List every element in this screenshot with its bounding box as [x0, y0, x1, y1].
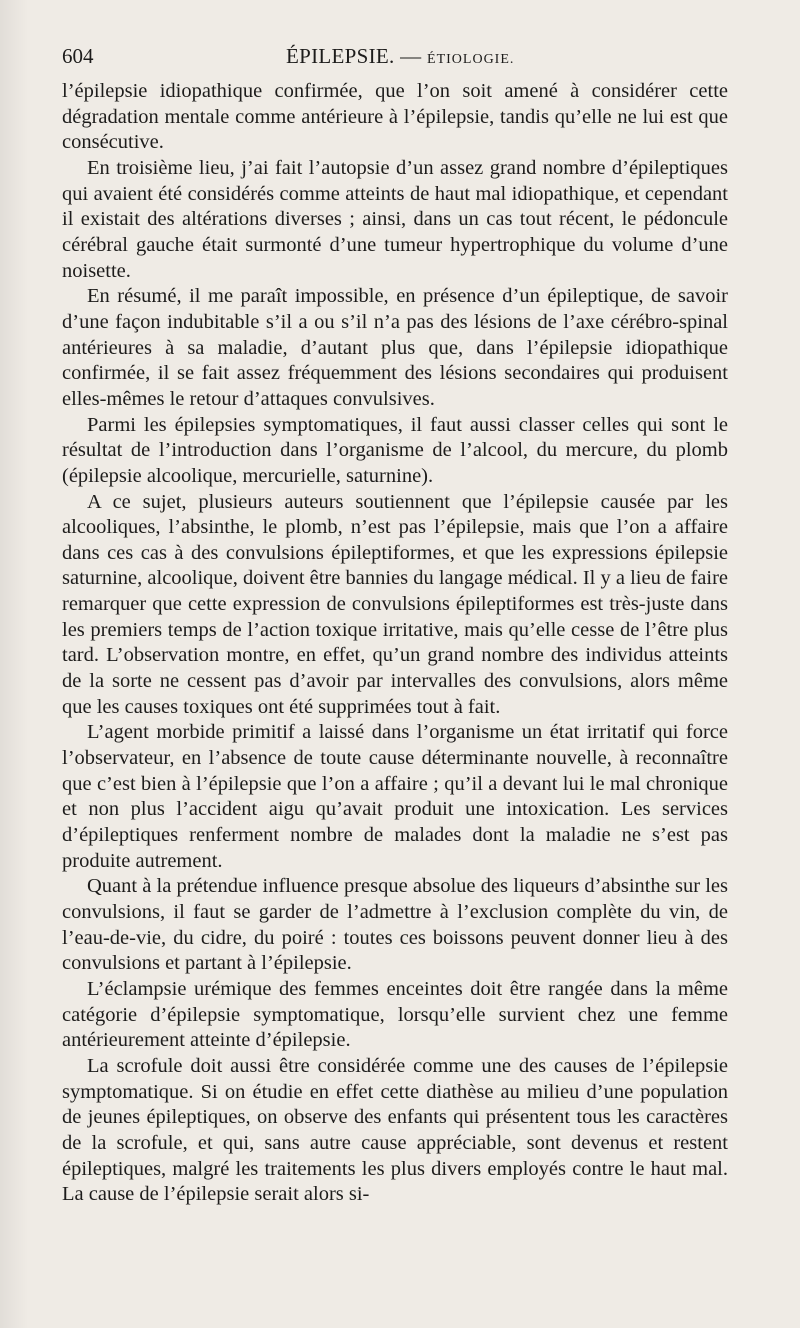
paragraph: L’éclampsie urémique des femmes enceintes doit être rangée dans la même catégorie d’épilepsie symptomatique, lorsqu’elle survient chez une femme antérieurement atteinte d’épilepsie.: [62, 977, 728, 1052]
paragraph: Parmi les épilepsies symptomatiques, il faut aussi classer celles qui sont le résultat de l’introduction dans l’organisme de l’alcool, du mercure, du plomb (épilepsie alcoolique, mercurielle, saturnine).: [62, 413, 728, 487]
page-gutter-shadow: [0, 0, 28, 1328]
header-subtitle: ÉTIOLOGIE.: [427, 52, 515, 67]
paragraph: La scrofule doit aussi être considérée comme une des causes de l’épilepsie symptomatique. Si on étudie en effet cette diathèse au milieu d’une population de jeunes épileptiques, on observe des enfants qui présentent tous les caractères de la scrofule, et qui, sans autre cause appréciable, sont devenus et restent épileptiques, malgré les traitements les plus divers employés contre le haut mal. La cause de l’épilepsie serait alors si-: [62, 1054, 728, 1206]
running-header: [62, 42, 728, 70]
header-dash: —: [400, 44, 422, 68]
running-title: [286, 42, 514, 74]
paragraph: En troisième lieu, j’ai fait l’autopsie d’un assez grand nombre d’épileptiques qui avaient été considérés comme atteints de haut mal idiopathique, et cependant il existait des altérations diverses ; ainsi, dans un cas tout récent, le pédoncule cérébral gauche était surmonté d’une tumeur hypertrophique du volume d’une noisette.: [62, 156, 728, 282]
header-title: ÉPILEPSIE.: [286, 44, 395, 68]
page-number: 604: [62, 44, 94, 68]
paragraph: L’agent morbide primitif a laissé dans l’organisme un état irritatif qui force l’observateur, en l’absence de toute cause déterminante nouvelle, à reconnaître que c’est bien à l’épilepsie que l’on a affaire ; qu’il a devant lui le mal chronique et non plus l’accident aigu qu’avait produit une intoxication. Les services d’épileptiques renferment nombre de malades dont la maladie ne s’est pas produite autrement.: [62, 721, 728, 872]
paragraph-continued: l’épilepsie idiopathique confirmée, que l’on soit amené à considérer cette dégradation mentale comme antérieure à l’épilepsie, tandis qu’elle ne lui est que consécutive.: [62, 80, 728, 154]
paragraph: A ce sujet, plusieurs auteurs soutiennent que l’épilepsie causée par les alcooliques, l’absinthe, le plomb, n’est pas l’épilepsie, mais que l’on a affaire dans ces cas à des convulsions épileptiformes, et que les expressions épilepsie saturnine, alcoolique, doivent être bannies du langage médical. Il y a lieu de faire remarquer que cette expression de convulsions épileptiformes est très-juste dans les premiers temps de l’action toxique irritative, mais qu’elle cesse de l’être plus tard. L’observation montre, en effet, qu’un grand nombre des individus atteints de la sorte ne cessent pas d’avoir par intervalles des convulsions, alors même que les causes toxiques ont été supprimées tout à fait.: [62, 490, 728, 718]
body-text: [62, 79, 728, 1208]
paragraph: Quant à la prétendue influence presque absolue des liqueurs d’absinthe sur les convulsions, il faut se garder de l’admettre à l’exclusion complète du vin, de l’eau-de-vie, du cidre, du poiré : toutes ces boissons peuvent donner lieu à des convulsions et partant à l’épilepsie.: [62, 875, 728, 975]
paragraph: En résumé, il me paraît impossible, en présence d’un épileptique, de savoir d’une façon indubitable s’il a ou s’il n’a pas des lésions de l’axe cérébro-spinal antérieures à sa maladie, d’autant plus que, dans l’épilepsie idiopathique confirmée, il se fait assez fréquemment des lésions secondaires qui produisent elles-mêmes le retour d’attaques convulsives.: [62, 285, 728, 410]
